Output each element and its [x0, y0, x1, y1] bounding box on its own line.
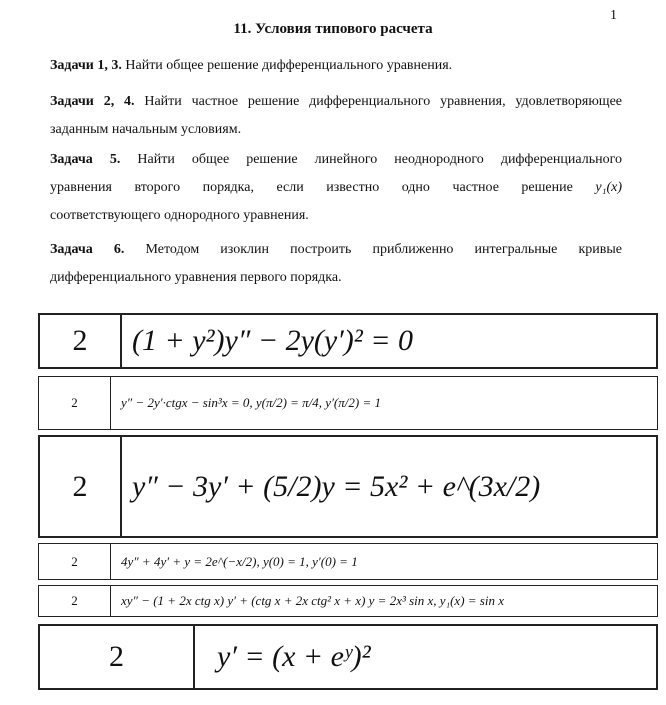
variant-row-4	[38, 543, 658, 580]
task-label: Задачи 2, 4.	[50, 94, 135, 109]
variant-number: 2	[39, 544, 111, 579]
task-text-line2: заданным начальным условиям.	[50, 122, 242, 137]
task-label: Задача 6.	[50, 242, 125, 257]
page-number: 1	[610, 8, 617, 23]
task-text: Найти общее решение дифференциального уравнения.	[125, 58, 453, 73]
variant-number: 2	[40, 437, 122, 536]
equation-4	[111, 544, 358, 579]
task-label: Задача 5.	[50, 152, 121, 167]
variant-row-1	[38, 313, 658, 369]
variant-row-5	[38, 585, 658, 617]
equation-2	[111, 377, 381, 429]
variant-row-6	[38, 624, 658, 690]
equation-text: xy″ − (1 + 2x ctg x) y′ + (ctg x + 2x ctg² x + x) y = 2x³ sin x, y₁(x) = sin x	[121, 593, 504, 608]
equation-text: 4y″ + 4y′ + y = 2e^(−x/2), y(0) = 1, y′(0) = 1	[121, 553, 358, 569]
variant-number: 2	[40, 626, 195, 688]
equation-text: y′ = (x + eʸ)²	[217, 640, 371, 673]
variant-row-3	[38, 435, 658, 538]
task-5	[50, 146, 622, 230]
equation-3	[122, 437, 540, 536]
section-title: 11. Условия типового расчета	[233, 21, 433, 37]
equation-1	[122, 315, 413, 367]
task-y1: y₁(x)	[595, 180, 622, 195]
variant-row-2	[38, 376, 658, 430]
equation-text: y″ − 2y′·ctgx − sin³x = 0, y(π/2) = π/4, y′(π/2) = 1	[121, 395, 381, 410]
variant-number: 2	[39, 377, 111, 429]
task-text-line1: Найти общее решение линейного неоднородного дифференциального	[137, 152, 622, 167]
task-text-line3: соответствующего однородного уравнения.	[50, 208, 309, 223]
equation-text: y″ − 3y′ + (5/2)y = 5x² + e^(3x/2)	[132, 469, 541, 503]
task-6	[50, 236, 622, 292]
variant-number: 2	[39, 586, 111, 616]
task-text-line2: уравнения второго порядка, если известно одно частное решение	[50, 180, 573, 195]
task-2-4	[50, 88, 622, 144]
task-1-3	[50, 52, 622, 80]
task-label: Задачи 1, 3.	[50, 58, 122, 73]
task-text-line1: Найти частное решение дифференциального уравнения, удовлетворяющее	[144, 94, 623, 109]
variant-number: 2	[40, 315, 122, 367]
task-text-line1: Методом изоклин построить приближенно интегральные кривые	[145, 242, 622, 257]
task-text-line2: дифференциального уравнения первого порядка.	[50, 270, 342, 285]
equation-text: (1 + y²)y″ − 2y(y′)² = 0	[132, 324, 414, 357]
equation-6	[195, 626, 371, 688]
equation-5	[111, 586, 504, 616]
